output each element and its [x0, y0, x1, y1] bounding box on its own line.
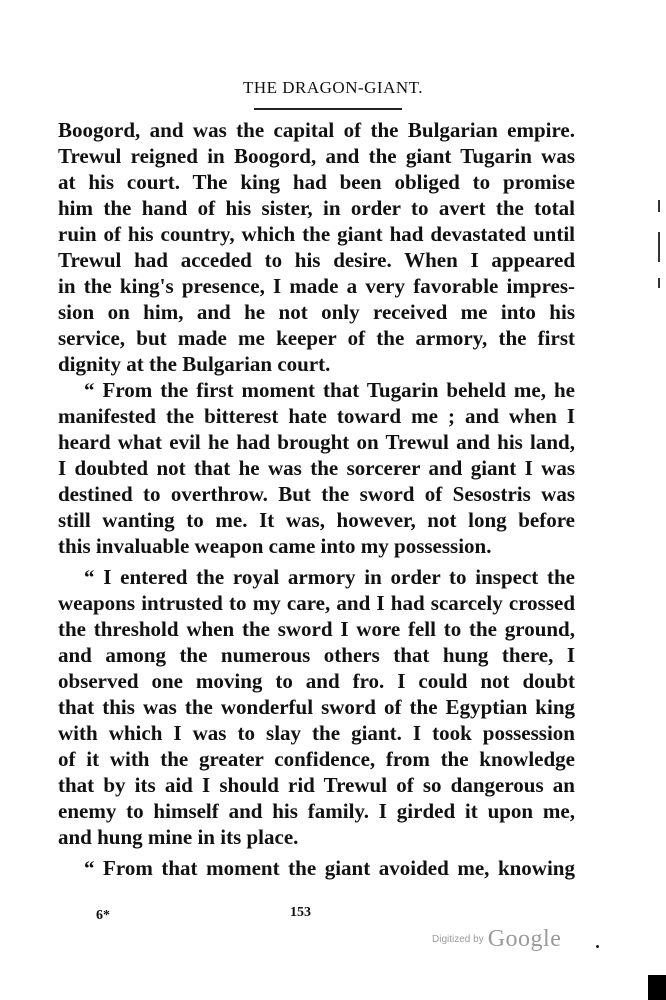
scan-edge-mark — [658, 278, 660, 288]
scan-edge-mark — [658, 200, 660, 212]
scan-corner-shadow — [648, 975, 666, 1000]
text-line: and hung mine in its place. — [58, 825, 299, 849]
text-line: that this was the wonderful sword of the Egyptian king — [58, 695, 575, 719]
digitized-watermark — [432, 926, 561, 953]
text-line: and among the numerous others that hung there, I — [58, 643, 575, 667]
text-line: of it with the greater confidence, from the knowledge — [58, 747, 575, 771]
running-head-rule — [254, 108, 402, 110]
paragraph-first-line: “ From the first moment that Tugarin beheld me, he — [84, 378, 575, 402]
page-number: 153 — [290, 905, 311, 920]
text-line: Trewul reigned in Boogord, and the giant Tugarin was — [58, 144, 575, 168]
text-line: dignity at the Bulgarian court. — [58, 352, 331, 376]
text-line: Trewul had acceded to his desire. When I appeared — [58, 248, 575, 272]
text-line: still wanting to me. It was, however, not long before — [58, 508, 575, 532]
text-line: ruin of his country, which the giant had devastated until — [58, 222, 575, 246]
text-line: heard what evil he had brought on Trewul and his land, — [58, 430, 575, 454]
text-line: destined to overthrow. But the sword of Sesostris was — [58, 482, 575, 506]
text-line: him the hand of his sister, in order to avert the total — [58, 196, 575, 220]
text-line: with which I was to slay the giant. I took possession — [58, 721, 575, 745]
text-line: that by its aid I should rid Trewul of so dangerous an — [58, 773, 575, 797]
text-line: in the king's presence, I made a very favorable impres- — [58, 274, 575, 298]
body-text — [58, 117, 575, 881]
scan-edge-mark — [658, 232, 660, 262]
text-line: enemy to himself and his family. I girded it upon me, — [58, 799, 575, 823]
text-line: service, but made me keeper of the armory, the first — [58, 326, 575, 350]
google-logo-text: Google — [487, 926, 562, 952]
running-head: THE DRAGON-GIANT. — [242, 78, 424, 97]
watermark-prefix: Digitized by — [432, 934, 484, 945]
text-line: manifested the bitterest hate toward me ; and when I — [58, 404, 575, 428]
paragraph-first-line: “ I entered the royal armory in order to inspect the — [84, 565, 575, 589]
paragraph-first-line: “ From that moment the giant avoided me, knowing — [84, 856, 575, 880]
text-line: weapons intrusted to my care, and I had scarcely crossed — [58, 591, 575, 615]
text-line: sion on him, and he not only received me into his — [58, 300, 575, 324]
text-line: observed one moving to and fro. I could not doubt — [58, 669, 575, 693]
text-line: at his court. The king had been obliged to promise — [58, 170, 575, 194]
signature-mark: 6* — [96, 908, 110, 923]
text-line: this invaluable weapon came into my possession. — [58, 534, 492, 558]
text-line: the threshold when the sword I wore fell to the ground, — [58, 617, 575, 641]
text-line: Boogord, and was the capital of the Bulgarian empire. — [58, 118, 575, 142]
text-line: I doubted not that he was the sorcerer and giant I was — [58, 456, 575, 480]
scan-speck — [596, 945, 599, 948]
